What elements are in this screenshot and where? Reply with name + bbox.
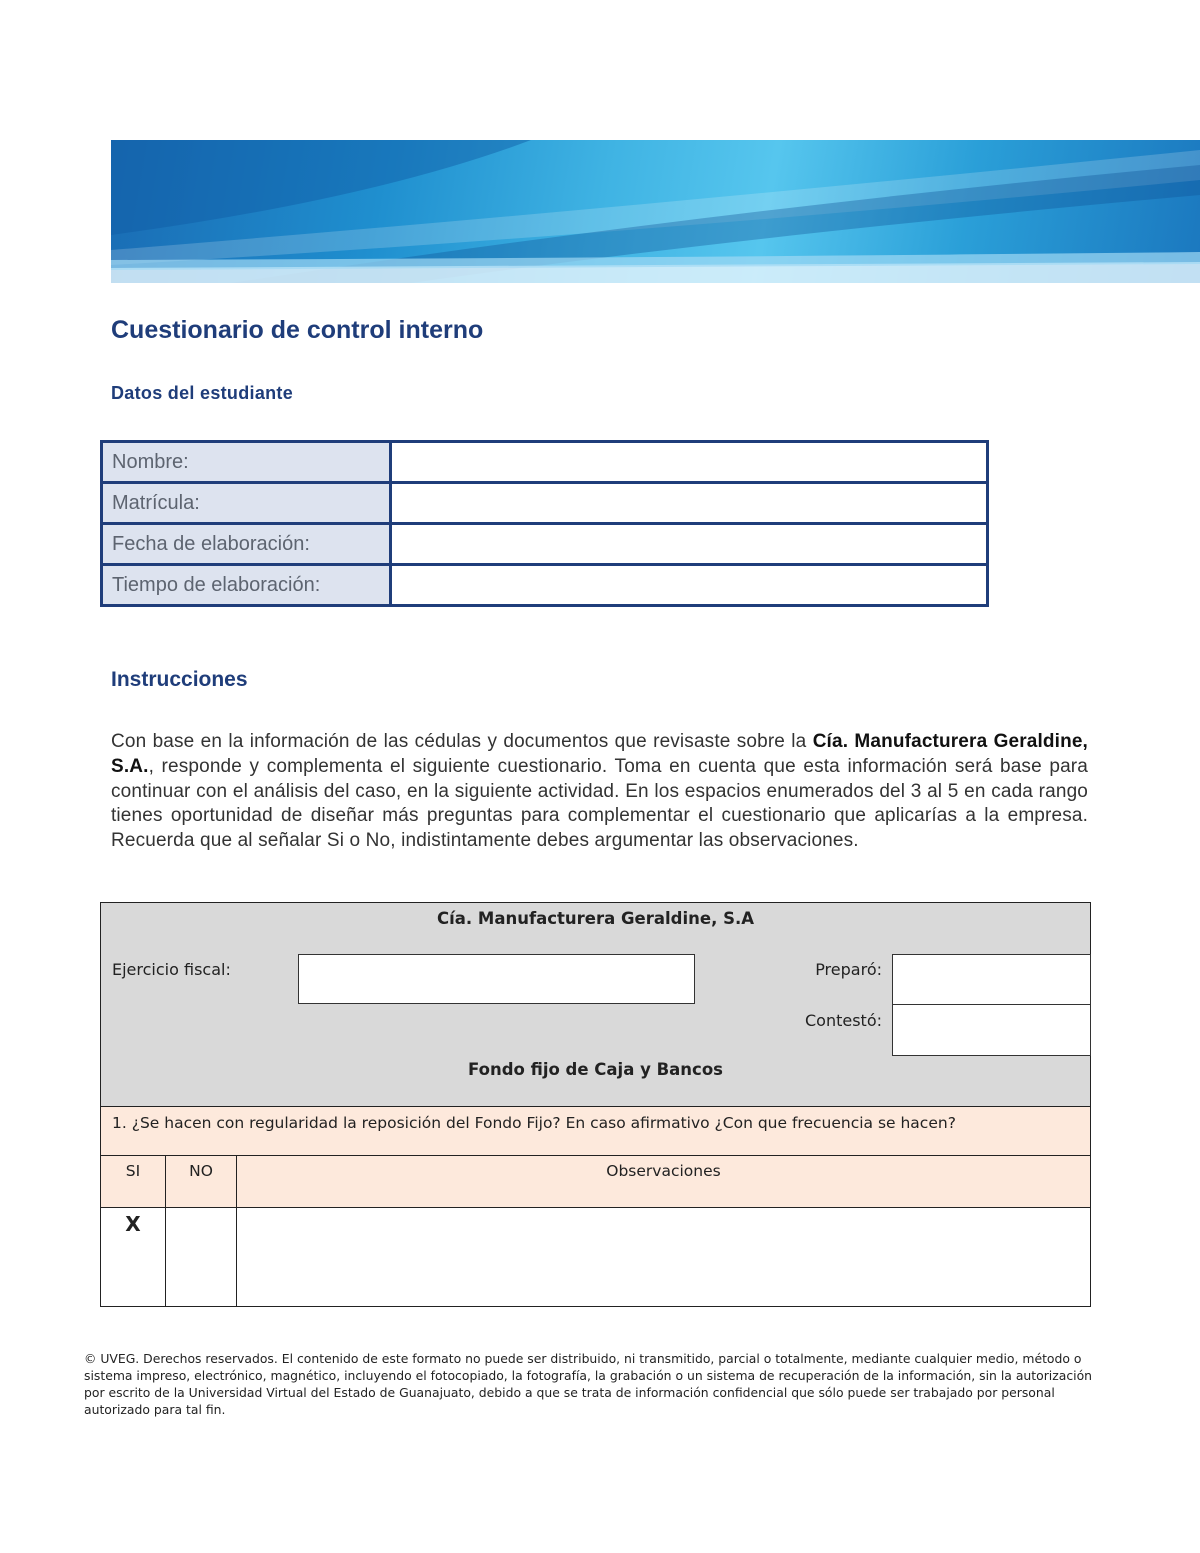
- question-1: 1. ¿Se hacen con regularidad la reposición del Fondo Fijo? En caso afirmativo ¿Con que frecuencia se hacen?: [101, 1106, 1090, 1156]
- field-input-tiempo[interactable]: [391, 565, 988, 606]
- field-label-nombre: Nombre:: [102, 442, 391, 483]
- instructions-text-after: , responde y complementa el siguiente cuestionario. Toma en cuenta que esta información será base para continuar con el análisis del caso, en la siguiente actividad. En los espacios enumerados del 3 al 5 en cada rango tienes oportunidad de diseñar más preguntas para complementar el cuestionario que aplicarías a la empresa. Recuerda que al señalar Si o No, indistintamente debes argumentar las observaciones.: [111, 755, 1088, 852]
- student-data-table: [100, 440, 989, 607]
- prepared-by-input[interactable]: [892, 954, 1091, 1005]
- instructions-text-before: Con base en la información de las cédulas y documentos que revisaste sobre la: [111, 731, 813, 752]
- field-input-matricula[interactable]: [391, 483, 988, 524]
- questionnaire-table: [100, 902, 1091, 1307]
- fiscal-year-label: Ejercicio fiscal:: [112, 960, 231, 979]
- student-section-title: Datos del estudiante: [111, 383, 294, 403]
- field-input-nombre[interactable]: [391, 442, 988, 483]
- answer-no-cell[interactable]: [166, 1208, 237, 1306]
- page-title: Cuestionario de control interno: [111, 316, 484, 344]
- answered-by-input[interactable]: [892, 1004, 1091, 1056]
- copyright-footer: © UVEG. Derechos reservados. El contenido de este formato no puede ser distribuido, ni transmitido, parcial o totalmente, mediante cualquier medio, método o sistema impreso, electrónico, magnético, incluyendo el fotocopiado, la fotografía, la grabación o un sistema de recuperación de la información, sin la autorización por escrito de la Universidad Virtual del Estado de Guanajuato, debido a que se trata de información confidencial que sólo puede ser trabajado por personal autorizado para tal fin.: [84, 1351, 1093, 1417]
- fiscal-year-input[interactable]: [298, 954, 695, 1004]
- questionnaire-section-title: Fondo fijo de Caja y Bancos: [468, 1060, 723, 1079]
- field-label-tiempo: Tiempo de elaboración:: [102, 565, 391, 606]
- instructions-paragraph: [111, 730, 1088, 854]
- answer-si-cell[interactable]: X: [101, 1208, 166, 1306]
- table-row: [102, 483, 988, 524]
- column-header-no: NO: [166, 1156, 237, 1208]
- field-label-fecha: Fecha de elaboración:: [102, 524, 391, 565]
- header-banner: [111, 140, 1200, 283]
- table-row: [102, 442, 988, 483]
- column-header-si: SI: [101, 1156, 166, 1208]
- answered-by-label: Contestó:: [804, 1011, 882, 1030]
- column-header-observaciones: Observaciones: [237, 1156, 1090, 1208]
- table-row: [102, 565, 988, 606]
- questionnaire-company: Cía. Manufacturera Geraldine, S.A: [436, 909, 755, 928]
- field-label-matricula: Matrícula:: [102, 483, 391, 524]
- prepared-by-label: Preparó:: [815, 960, 882, 979]
- instructions-company-name: Cía. Manufacturera Geraldine, S.A.: [111, 731, 1088, 777]
- field-input-fecha[interactable]: [391, 524, 988, 565]
- banner-swoosh-graphic: [111, 140, 1200, 283]
- instructions-title: Instrucciones: [111, 668, 248, 691]
- observations-cell[interactable]: [237, 1208, 1090, 1306]
- table-row: [102, 524, 988, 565]
